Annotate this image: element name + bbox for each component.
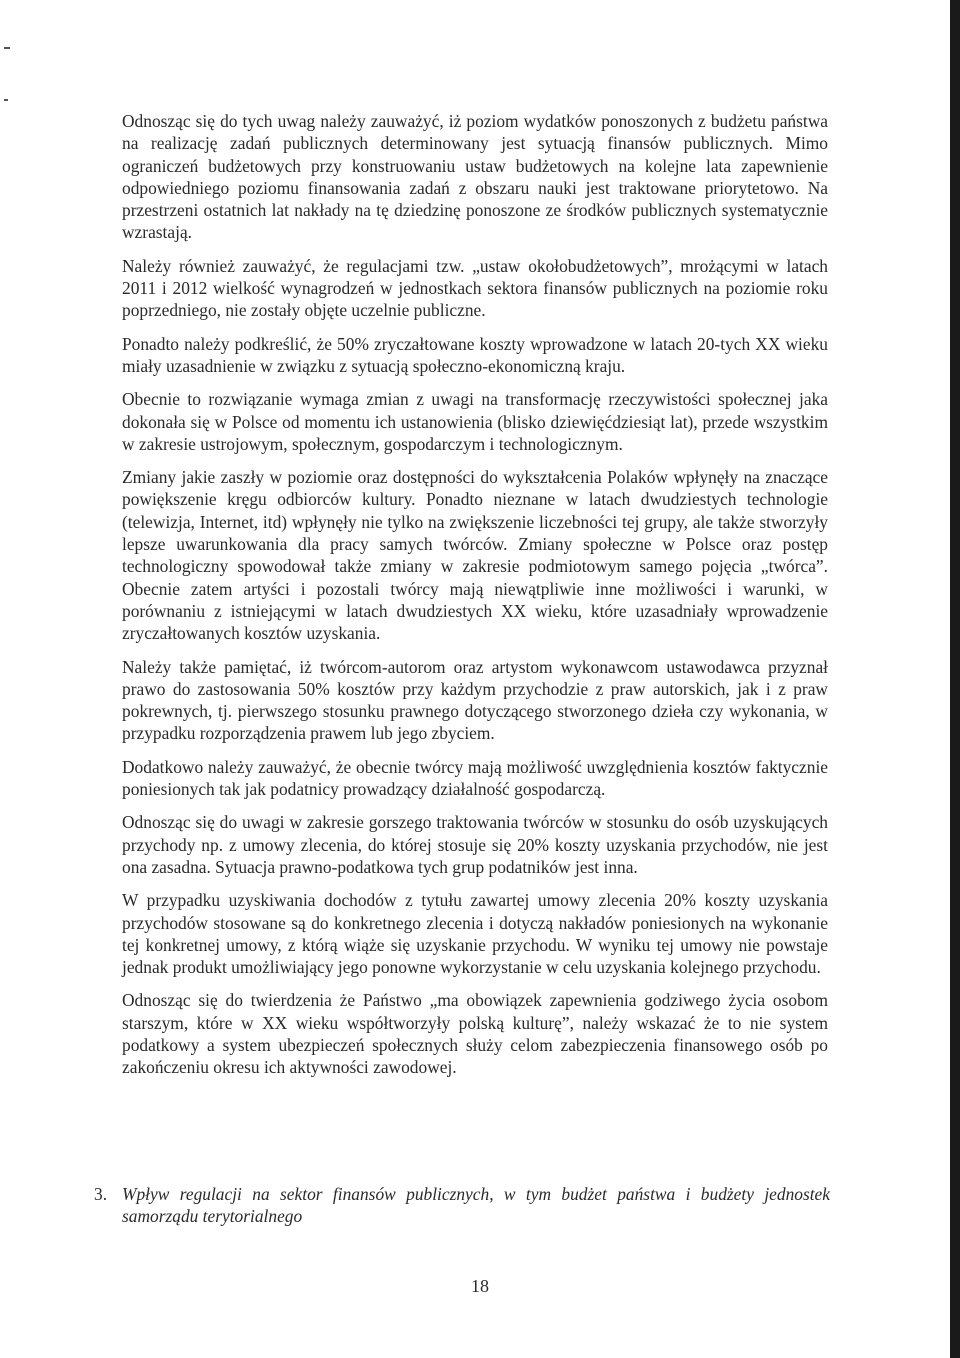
section-title: Wpływ regulacji na sektor finansów publicznych, w tym budżet państwa i budżety jednostek samorządu terytorialnego — [122, 1184, 830, 1227]
paragraph-1: Odnosząc się do tych uwag należy zauważyć, iż poziom wydatków ponoszonych z budżetu państwa na realizację zadań publicznych determinowany jest sytuacją finansów publicznych. Mimo ograniczeń budżetowych przy konstruowaniu ustaw budżetowych na kolejne lata zapewnienie odpowiedniego poziomu finansowania zadań z obszaru nauki jest traktowane priorytetowo. Na przestrzeni ostatnich lat nakłady na tę dziedzinę ponoszone ze środków publicznych systematycznie wzrastają. — [122, 111, 828, 243]
paragraph-5: Zmiany jakie zaszły w poziomie oraz dostępności do wykształcenia Polaków wpłynęły na znaczące powiększenie kręgu odbiorców kultury. Ponadto nieznane w latach dwudziestych technologie (telewizja, Internet, itd) wpłynęły nie tylko na zwiększenie liczebności tej grupy, ale także stworzyły lepsze uwarunkowania dla pracy samych twórców. Zmiany społeczne w Polsce oraz postęp technologiczny spowodował także zmiany w zakresie podmiotowym samego pojęcia „twórca”. Obecnie zatem artyści i pozostali twórcy mają niewątpliwie inne możliwości i warunki, w porównaniu z istniejącymi w latach dwudziestych XX wieku, które uzasadniały wprowadzenie zryczałtowanych kosztów uzyskania. — [122, 467, 828, 644]
scan-margin-mark — [4, 99, 8, 101]
scan-edge — [950, 0, 960, 1358]
paragraph-2: Należy również zauważyć, że regulacjami tzw. „ustaw okołobudżetowych”, mrożącymi w latach 2011 i 2012 wielkość wynagrodzeń w jednostkach sektora finansów publicznych na poziomie roku poprzedniego, nie zostały objęte uczelnie publiczne. — [122, 255, 828, 321]
page-number: 18 — [471, 1276, 489, 1296]
paragraph-4: Obecnie to rozwiązanie wymaga zmian z uwagi na transformację rzeczywistości społecznej jaka dokonała się w Polsce od momentu ich ustanowienia (blisko dziewięćdziesiąt lat), przede wszystkim w zakresie ustrojowym, społecznym, gospodarczym i technologicznym. — [122, 389, 828, 454]
scan-margin-mark — [4, 47, 10, 49]
paragraph-3: Ponadto należy podkreślić, że 50% zryczałtowane koszty wprowadzone w latach 20-tych XX wieku miały uzasadnienie w związku z sytuacją społeczno-ekonomiczną kraju. — [122, 333, 828, 376]
paragraph-6: Należy także pamiętać, iż twórcom-autorom oraz artystom wykonawcom ustawodawca przyznał prawo do zastosowania 50% kosztów przy każdym przychodzie z praw autorskich, jak i z praw pokrewnych, tj. pierwszego stosunku prawnego dotyczącego stworzonego dzieła czy wykonania, w przypadku rozporządzenia prawem lub jego zbyciem. — [122, 656, 828, 744]
section-heading — [94, 1183, 830, 1228]
paragraph-9: W przypadku uzyskiwania dochodów z tytułu zawartej umowy zlecenia 20% koszty uzyskania przychodów stosowane są do konkretnego zlecenia i dotyczą nakładów poniesionych na wykonanie tej konkretnej umowy, z którą wiąże się uzyskanie przychodu. W wyniku tej umowy nie powstaje jednak produkt umożliwiający jego ponowne wykorzystanie w celu uzyskania kolejnego przychodu. — [122, 890, 828, 978]
paragraph-8: Odnosząc się do uwagi w zakresie gorszego traktowania twórców w stosunku do osób uzyskujących przychody np. z umowy zlecenia, do której stosuje się 20% koszty uzyskania przychodów, nie jest ona zasadna. Sytuacja prawno-podatkowa tych grup podatników jest inna. — [122, 812, 828, 877]
paragraph-7: Dodatkowo należy zauważyć, że obecnie twórcy mają możliwość uwzględnienia kosztów faktycznie poniesionych tak jak podatnicy prowadzący działalność gospodarczą. — [122, 756, 828, 800]
paragraph-10: Odnosząc się do twierdzenia że Państwo „ma obowiązek zapewnienia godziwego życia osobom starszym, które w XX wieku współtworzyły polską kulturę”, należy wskazać że to nie system podatkowy a system ubezpieczeń społecznych służy celom zabezpieczenia finansowego osób po zakończeniu okresu ich aktywności zawodowej. — [122, 990, 828, 1078]
document-body — [122, 110, 828, 1090]
section-number: 3. — [94, 1184, 108, 1204]
